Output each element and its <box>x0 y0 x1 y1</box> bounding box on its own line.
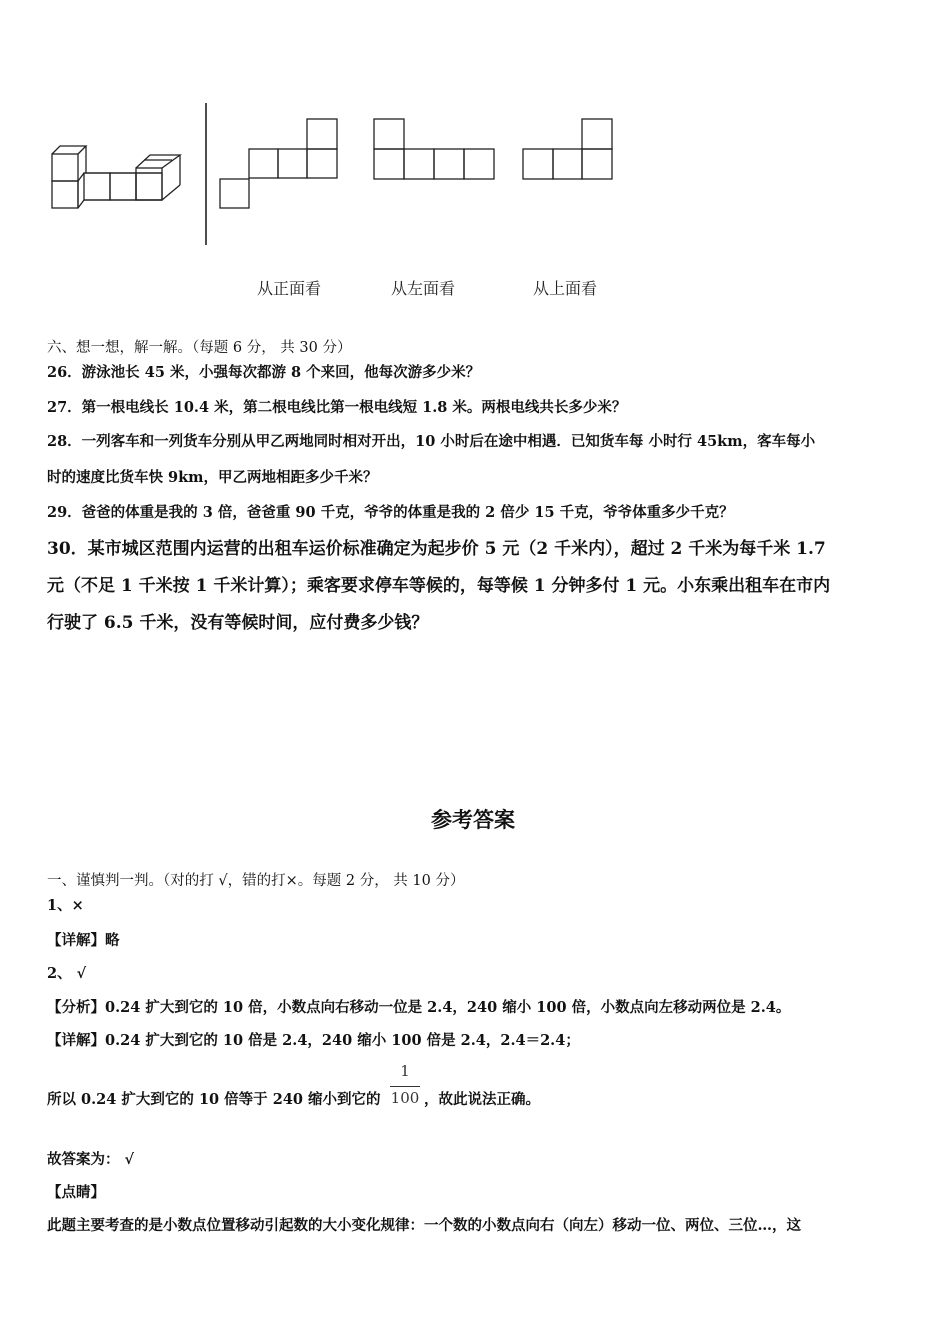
label-left-view: 从左面看 <box>391 279 456 298</box>
question-28-line2: 时的速度比货车快 9km，甲乙两地相距多少千米？ <box>47 469 378 486</box>
question-30-line3: 行驶了 6.5 千米，没有等候时间，应付费多少钱？ <box>47 613 429 633</box>
question-30-line2: 元（不足 1 千米按 1 千米计算）；乘客要求停车等候的，每等候 1 分钟多付 1 元。小东乘出租车在市内 <box>47 576 831 596</box>
label-front-view: 从正面看 <box>257 279 322 298</box>
cube-views-figure <box>40 95 640 255</box>
answer-2-conclusion-suffix: ，故此说法正确。 <box>424 1091 540 1108</box>
question-27: 27．第一根电线长 10.4 米，第二根电线比第一根电线短 1.8 米。两根电线共长多少米？ <box>47 399 627 416</box>
fraction-numerator: 1 <box>400 1062 410 1080</box>
left-view-drawing <box>374 119 494 179</box>
answers-section1-heading: 一、谨慎判一判。（对的打 √，错的打×。每题 2 分， 共 10 分） <box>47 873 465 889</box>
label-top-view: 从上面看 <box>533 279 598 298</box>
answer-2-tip-text: 此题主要考查的是小数点位置移动引起数的大小变化规律：一个数的小数点向右（向左）移动一位、两位、三位…，这 <box>47 1217 801 1234</box>
section6-heading: 六、想一想，解一解。（每题 6 分， 共 30 分） <box>47 340 352 356</box>
answer-2: 2、 √ <box>47 965 87 982</box>
answer-2-final: 故答案为： √ <box>47 1151 135 1168</box>
answer-2-tip-label: 【点睛】 <box>47 1184 105 1201</box>
top-view-drawing <box>523 119 612 179</box>
fraction-bar <box>390 1086 420 1087</box>
answer-1-detail: 【详解】略 <box>47 932 120 949</box>
question-30-line1: 30．某市城区范围内运营的出租车运价标准确定为起步价 5 元（2 千米内），超过 2 千米为每千米 1.7 <box>47 539 826 559</box>
answer-2-conclusion-prefix: 所以 0.24 扩大到它的 10 倍等于 240 缩小到它的 <box>47 1091 381 1108</box>
answers-title: 参考答案 <box>431 808 515 832</box>
front-view-drawing <box>220 119 337 208</box>
question-29: 29．爸爸的体重是我的 3 倍，爸爸重 90 千克，爷爷的体重是我的 2 倍少 15 千克，爷爷体重多少千克？ <box>47 504 734 521</box>
cube-3d-drawing <box>52 146 180 208</box>
answer-2-detail: 【详解】0.24 扩大到它的 10 倍是 2.4，240 缩小 100 倍是 2.4，2.4＝2.4； <box>47 1032 580 1049</box>
question-28-line1: 28．一列客车和一列货车分别从甲乙两地同时相对开出，10 小时后在途中相遇．已知货车每 小时行 45km，客车每小 <box>47 433 816 450</box>
fraction-denominator: 100 <box>390 1089 420 1107</box>
answer-1: 1、× <box>47 897 84 914</box>
question-26: 26．游泳池长 45 米，小强每次都游 8 个来回，他每次游多少米？ <box>47 364 481 381</box>
answer-2-analysis: 【分析】0.24 扩大到它的 10 倍，小数点向右移动一位是 2.4，240 缩小 100 倍，小数点向左移动两位是 2.4。 <box>47 999 791 1016</box>
